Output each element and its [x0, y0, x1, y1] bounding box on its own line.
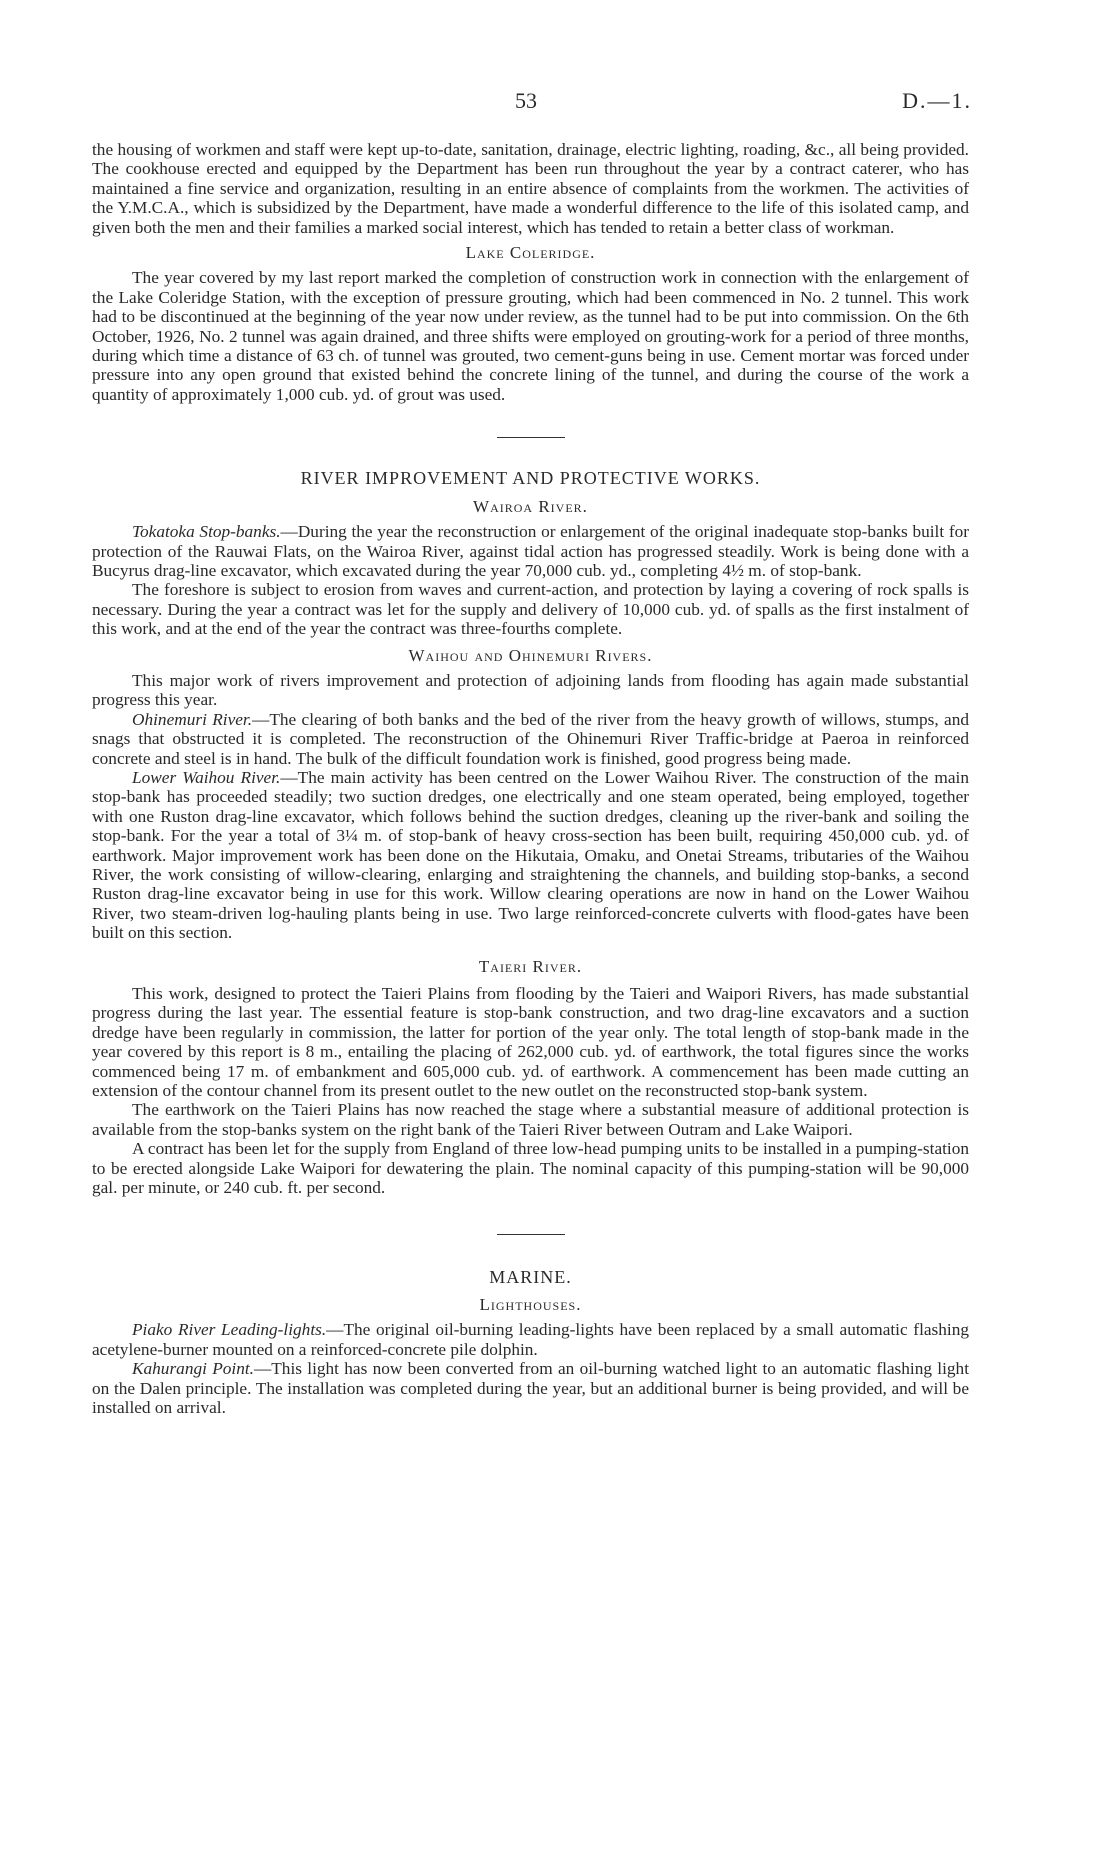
page-number: 53 [515, 88, 537, 113]
section-divider-2 [497, 1234, 565, 1235]
paragraph-tokatoka [92, 522, 969, 580]
paragraph-kahurangi-text: —This light has now been converted from an oil-burning watched light to an automatic flashing light on the Dalen principle. The installation was completed during the year, but an additional burner is being provided, and will be installed on arrival. [92, 1359, 969, 1417]
paragraph-taieri-2: The earthwork on the Taieri Plains has now reached the stage where a substantial measure of additional protection is available from the stop-banks system on the right bank of the Taieri River between Outram and Lake Waipori. [92, 1100, 969, 1139]
paragraph-waihou-intro: This major work of rivers improvement and protection of adjoining lands from flooding has again made substantial progress this year. [92, 670, 969, 710]
heading-lighthouses: Lighthouses. [479, 1294, 582, 1314]
paragraph-ohinemuri-text: —The clearing of both banks and the bed of the river from the heavy growth of willows, stumps, and snags that obstructed it is completed. The reconstruction of the Ohinemuri River Traffic-bridge at Paeroa in reinforced concrete and steel is in hand. The bulk of the difficult foundation work is finished, good progress being made. [92, 709, 969, 768]
heading-lake-coleridge: Lake Coleridge. [465, 243, 596, 263]
paragraph-ohinemuri [92, 710, 969, 768]
heading-taieri-river: Taieri River. [478, 956, 583, 976]
page-body [92, 140, 969, 1417]
paragraph-kahurangi [92, 1359, 969, 1417]
paragraph-taieri-1: This work, designed to protect the Taieri Plains from flooding by the Taieri and Waipori Rivers, has made substantial progress during the last year. The essential feature is stop-bank construction, and two drag-line excavators and a suction dredge have been regularly in commission, the latter for portion of the year only. The total length of stop-bank made in the year covered by this report is 8 m., entailing the placing of 262,000 cub. yd. of earthwork, the total figures since the works commenced being 17 m. of embankment and 605,000 cub. yd. of earthwork. A commencement has been made cutting an extension of the contour channel from its present outlet to the new outlet on the reconstructed stop-bank system. [92, 984, 969, 1101]
heading-marine: MARINE. [489, 1266, 572, 1287]
paragraph-piako-text: —The original oil-burning leading-lights have been replaced by a small automatic flashing acetylene-burner mounted on a reinforced-concrete pile dolphin. [92, 1320, 969, 1359]
paragraph-lake-coleridge: The year covered by my last report marked the completion of construction work in connection with the enlargement of the Lake Coleridge Station, with the exception of pressure grouting, which had been commenced in No. 2 tunnel. This work had to be discontinued at the beginning of the year now under review, as the tunnel had to be put into commission. On the 6th October, 1926, No. 2 tunnel was again drained, and three shifts were employed on grouting-work for a period of three months, during which time a distance of 63 ch. of tunnel was grouted, two cement-guns being in use. Cement mortar was forced under pressure into any open ground that existed behind the concrete lining of the tunnel, and during the course of the work a quantity of approximately 1,000 cub. yd. of grout was used. [92, 268, 969, 404]
run-in-title-lower-waihou: Lower Waihou River. [132, 767, 281, 787]
run-in-title-kahurangi: Kahurangi Point. [132, 1359, 254, 1379]
paragraph-foreshore: The foreshore is subject to erosion from waves and current-action, and protection by laying a covering of rock spalls is necessary. During the year a contract was let for the supply and delivery of 10,000 cub. yd. of spalls as the first instalment of this work, and at the end of the year the contract was three-fourths complete. [92, 580, 969, 639]
paragraph-piako [92, 1320, 969, 1359]
run-in-title-ohinemuri: Ohinemuri River. [132, 709, 253, 729]
run-in-title-tokatoka: Tokatoka Stop-banks. [132, 522, 281, 542]
run-in-title-piako: Piako River Leading-lights. [132, 1320, 327, 1340]
heading-waihou-ohinemuri: Waihou and Ohinemuri Rivers. [408, 645, 653, 665]
heading-wairoa-river: Wairoa River. [473, 496, 588, 516]
document-reference: D.—1. [902, 88, 972, 113]
section-divider [497, 437, 565, 438]
paragraph-taieri-3: A contract has been let for the supply from England of three low-head pumping units to be installed in a pumping-station to be erected alongside Lake Waipori for dewatering the plain. The nominal capacity of this pumping-station will be 90,000 gal. per minute, or 240 cub. ft. per second. [92, 1139, 969, 1198]
paragraph-lower-waihou-text: —The main activity has been centred on the Lower Waihou River. The construction of the main stop-bank has proceeded steadily; two suction dredges, one electrically and one steam operated, being employed, together with one Ruston drag-line excavator, which follows behind the suction dredges, cleaning up the river-bank and soiling the stop-bank. For the year a total of 3¼ m. of stop-bank of heavy cross-section has been built, requiring 450,000 cub. yd. of earthwork. Major improvement work has been done on the Hikutaia, Omaku, and Onetai Streams, tributaries of the Waihou River, the work consisting of willow-clearing, enlarging and straightening the channels, and building stop-banks, a second Ruston drag-line excavator being in use for this work. Willow clearing operations are now in hand on the Lower Waihou River, two steam-driven log-hauling plants being in use. Two large reinforced-concrete culverts with flood-gates have been built on this section. [92, 767, 969, 943]
paragraph-tokatoka-text: —During the year the reconstruction or enlargement of the original inadequate stop-banks built for protection of the Rauwai Flats, on the Wairoa River, against tidal action has progressed steadily. Work is being done with a Bucyrus drag-line excavator, which excavated during the year 70,000 cub. yd., completing 4½ m. of stop-bank. [92, 522, 969, 580]
page-header [0, 88, 1114, 118]
paragraph-lower-waihou [92, 768, 969, 943]
heading-river-improvement: RIVER IMPROVEMENT AND PROTECTIVE WORKS. [300, 468, 761, 489]
paragraph-housing: the housing of workmen and staff were kept up-to-date, sanitation, drainage, electric lighting, roading, &c., all being provided. The cookhouse erected and equipped by the Department has been run throughout the year by a contract caterer, who has maintained a fine service and organization, resulting in an entire absence of complaints from the workmen. The activities of the Y.M.C.A., which is subsidized by the Department, have made a wonderful difference to the life of this isolated camp, and given both the men and their families a marked social interest, which has tended to retain a better class of workman. [92, 140, 969, 237]
